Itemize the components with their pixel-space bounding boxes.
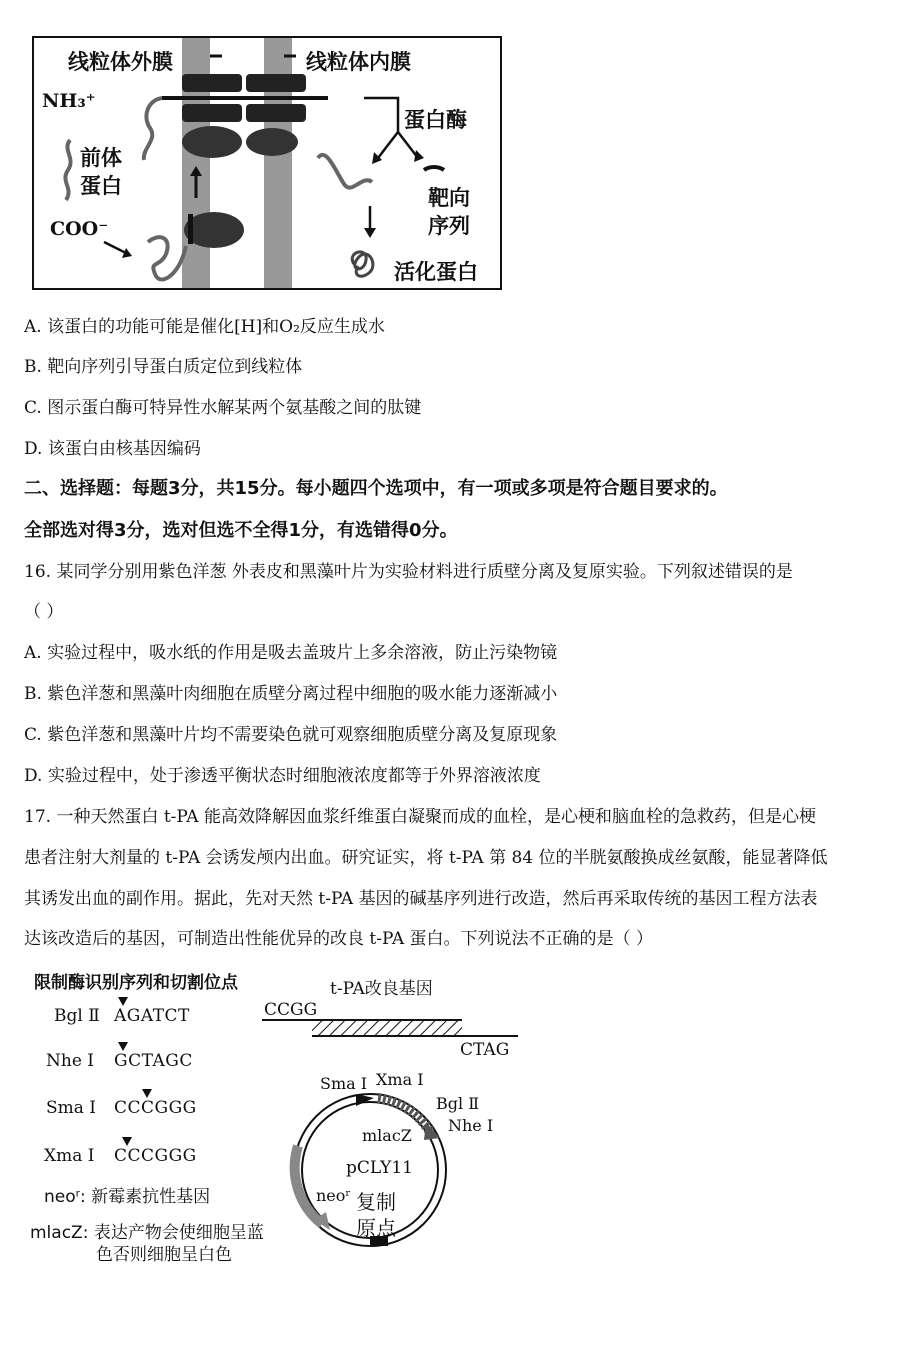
- cut-site-marker-xma: [122, 1137, 132, 1146]
- nh3-label: NH₃⁺: [42, 90, 96, 112]
- plasmid-neo-label: neoʳ: [316, 1186, 351, 1205]
- section2-heading-line2: 全部选对得3分，选对但选不全得1分，有选错得0分。: [24, 520, 458, 541]
- plasmid-nhe-label: Nhe Ⅰ: [448, 1116, 494, 1135]
- coo-label: COO⁻: [50, 218, 109, 240]
- ccgg-label: CCGG: [264, 1000, 318, 1020]
- section2-heading-line1: 二、选择题：每题3分，共15分。每小题四个选项中，有一项或多项是符合题目要求的。: [24, 478, 728, 499]
- plasmid-xma-label: Xma Ⅰ: [376, 1070, 424, 1089]
- q17-line-4: 达该改造后的基因，可制造出性能优异的改良 t-PA 蛋白。下列说法不正确的是（ ）: [24, 929, 653, 949]
- precursor-label-1: 前体: [80, 146, 122, 170]
- outer-membrane-label: 线粒体外膜: [68, 50, 173, 74]
- active-protein-label: 活化蛋白: [394, 260, 478, 284]
- enzyme-table-title: 限制酶识别序列和切割位点: [34, 973, 238, 993]
- receptor-oval: [182, 126, 242, 158]
- q16-option-b: B. 紫色洋葱和黑藻叶肉细胞在质壁分离过程中细胞的吸水能力逐渐减小: [24, 684, 558, 704]
- mitochondria-figure: [32, 36, 502, 290]
- enzyme-name-sma: Sma Ⅰ: [46, 1098, 97, 1118]
- enzyme-seq-sma: CCCGGG: [114, 1098, 197, 1118]
- q17-line-2: 患者注射大剂量的 t-PA 会诱发颅内出血。研究证实，将 t-PA 第 84 位的半胱氨酸换成丝氨酸，能显著降低: [24, 848, 828, 868]
- q17-line-1: 17. 一种天然蛋白 t-PA 能高效降解因血浆纤维蛋白凝聚而成的血栓，是心梗和脑血栓的急救药，但是心梗: [24, 807, 816, 827]
- plasmid-ori-label-2: 原点: [356, 1216, 396, 1240]
- target-seq-label-2: 序列: [428, 214, 470, 238]
- ctag-label: CTAG: [460, 1040, 510, 1060]
- gene-title: t-PA改良基因: [330, 979, 433, 999]
- q15-option-a: A. 该蛋白的功能可能是催化[H]和O₂反应生成水: [24, 317, 385, 337]
- enzyme-name-bgl: Bgl Ⅱ: [54, 1006, 100, 1026]
- inner-membrane-label: 线粒体内膜: [306, 50, 411, 74]
- cut-site-marker-bgl: [118, 997, 128, 1006]
- q16-option-d: D. 实验过程中，处于渗透平衡状态时细胞液浓度都等于外界溶液浓度: [24, 766, 541, 786]
- plasmid-sma-label: Sma Ⅰ: [320, 1074, 368, 1093]
- q15-option-c: C. 图示蛋白酶可特异性水解某两个氨基酸之间的肽键: [24, 398, 422, 418]
- cut-site-marker-sma: [142, 1089, 152, 1098]
- gene-fragment-diagram: [262, 1012, 522, 1052]
- enzyme-seq-xma: CCCGGG: [114, 1146, 197, 1166]
- mlacz-key-line2: 色否则细胞呈白色: [96, 1245, 232, 1265]
- q15-option-b: B. 靶向序列引导蛋白质定位到线粒体: [24, 357, 303, 377]
- enzyme-name-xma: Xma Ⅰ: [44, 1146, 95, 1166]
- q17-line-3: 其诱发出血的副作用。据此，先对天然 t-PA 基因的碱基序列进行改造，然后再采取传统的基因工程方法表: [24, 889, 818, 909]
- q16-bracket: （ ）: [24, 602, 64, 622]
- enzyme-name-nhe: Nhe Ⅰ: [46, 1051, 95, 1071]
- cut-site-marker-nhe: [118, 1042, 128, 1051]
- plasmid-bgl-label: Bgl Ⅱ: [436, 1094, 480, 1113]
- plasmid-ori-label-1: 复制: [356, 1190, 396, 1214]
- neo-key: neoʳ: 新霉素抗性基因: [44, 1187, 211, 1207]
- plasmid-mlacz-label: mlacZ: [362, 1126, 412, 1145]
- enzyme-figure: [0, 960, 900, 1280]
- q16-option-a: A. 实验过程中，吸水纸的作用是吸去盖玻片上多余溶液，防止污染物镜: [24, 643, 558, 663]
- plasmid-name: pCLY11: [346, 1158, 413, 1178]
- q16-stem: 16. 某同学分别用紫色洋葱 外表皮和黑藻叶片为实验材料进行质壁分离及复原实验。下列叙述错误的是: [24, 562, 793, 582]
- precursor-label-2: 蛋白: [80, 174, 122, 198]
- enzyme-seq-nhe: GCTAGC: [114, 1051, 193, 1071]
- protease-label: 蛋白酶: [404, 108, 467, 132]
- mlacz-key-line1: mlacZ: 表达产物会使细胞呈蓝: [30, 1223, 264, 1243]
- q15-option-d: D. 该蛋白由核基因编码: [24, 439, 201, 459]
- target-seq-label-1: 靶向: [428, 186, 470, 210]
- enzyme-seq-bgl: AGATCT: [114, 1006, 190, 1026]
- q16-option-c: C. 紫色洋葱和黑藻叶片均不需要染色就可观察细胞质壁分离及复原现象: [24, 725, 558, 745]
